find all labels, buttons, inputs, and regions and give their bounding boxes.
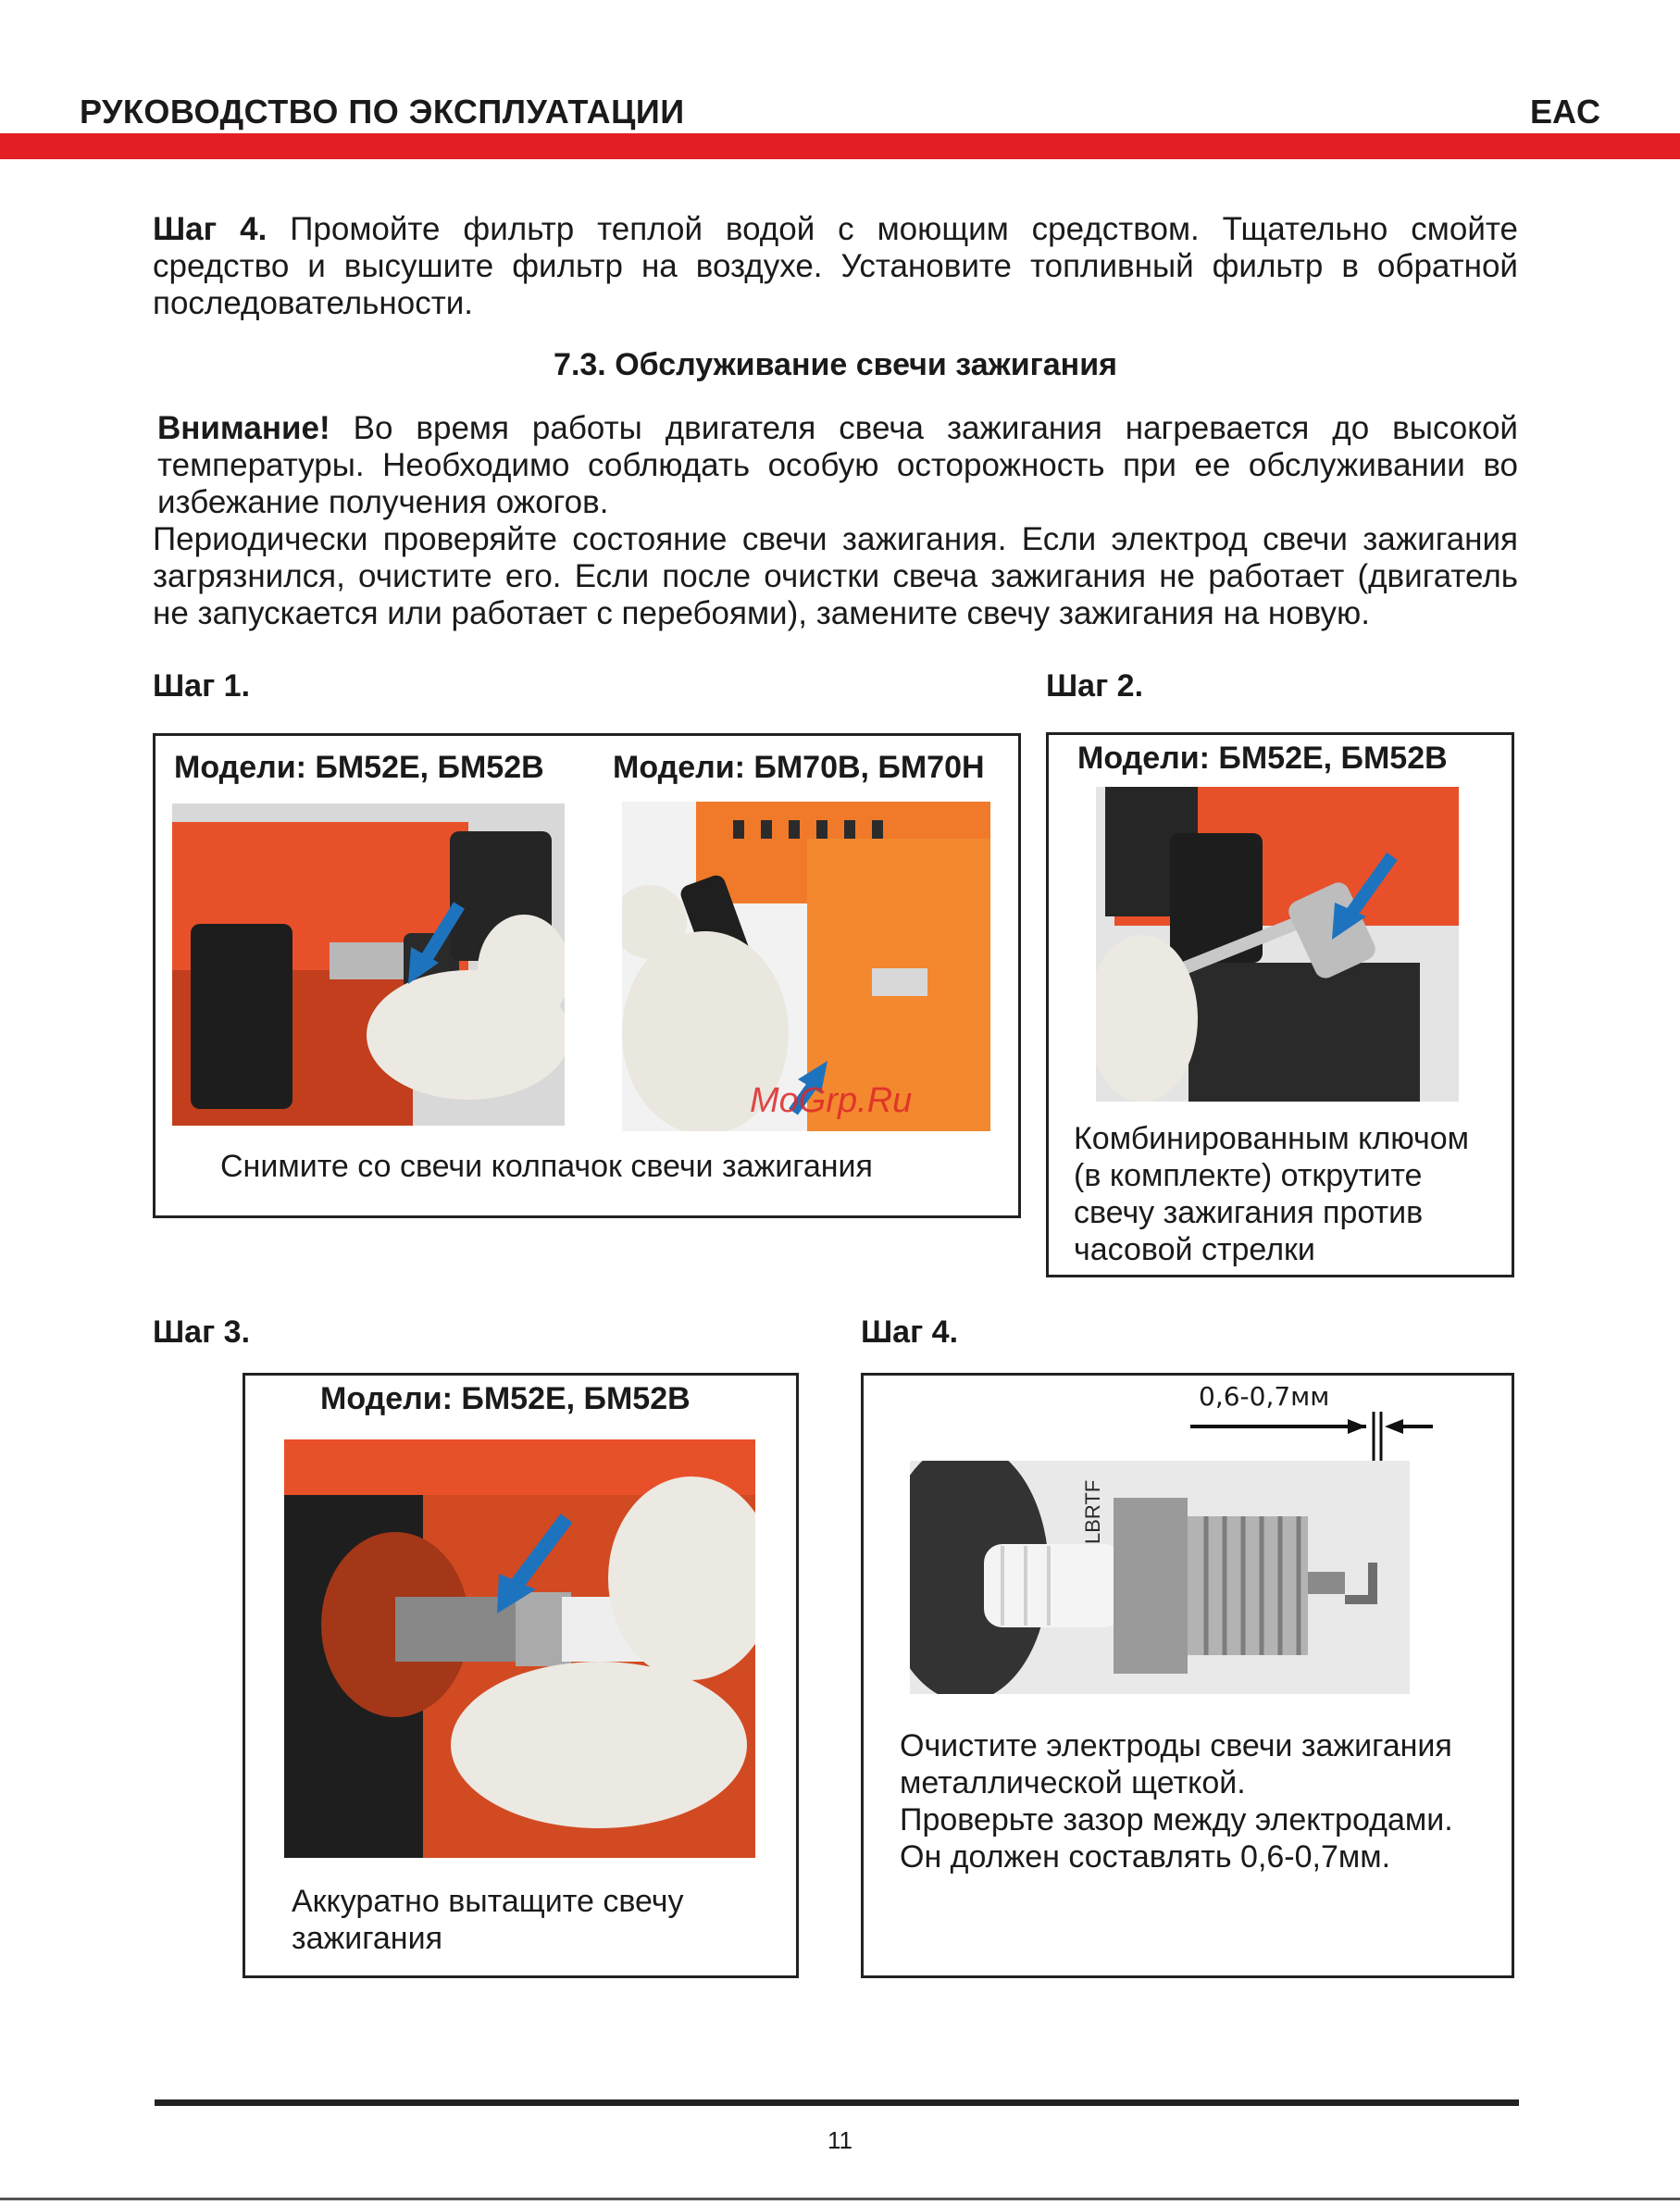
- intro-paragraph: [153, 211, 1518, 322]
- step4-caption-2: Проверьте зазор между электродами. Он должен составлять 0,6-0,7мм.: [900, 1802, 1453, 1875]
- step2-model: Модели: БМ52Е, БМ52В: [1077, 741, 1448, 776]
- step1-caption: Снимите со свечи колпачок свечи зажигания: [220, 1149, 873, 1184]
- watermark-text: MoGrp.Ru: [750, 1081, 913, 1120]
- page-number: 11: [828, 2126, 852, 2154]
- step1-label: Шаг 1.: [153, 668, 251, 704]
- gap-label: 0,6-0,7мм: [1199, 1381, 1330, 1412]
- section-title: 7.3. Обслуживание свечи зажигания: [554, 347, 1117, 382]
- step4-photo: [910, 1461, 1410, 1694]
- warning-label: Внимание!: [157, 410, 330, 446]
- bottom-edge-rule: [0, 2198, 1680, 2200]
- step3-caption: Аккуратно вытащите свечу зажигания: [292, 1884, 684, 1956]
- step3-photo: [284, 1439, 755, 1858]
- eac-mark: EAC: [1529, 93, 1600, 131]
- intro-step-label: Шаг 4.: [153, 211, 268, 247]
- step1-model-right: Модели: БМ70В, БМ70Н: [613, 750, 985, 785]
- maintenance-paragraph: Периодически проверяйте состояние свечи зажигания. Если электрод свечи зажигания загрязнился, очистите его. Если после очистки свеча зажигания не работает (двигатель не запускается или работает с перебоями), замените свечу зажигания на новую.: [153, 521, 1518, 631]
- step3-model: Модели: БМ52Е, БМ52В: [320, 1381, 691, 1416]
- step1-model-left: Модели: БМ52Е, БМ52В: [174, 750, 544, 785]
- step1-photo-left: [172, 804, 565, 1126]
- header-red-band: [0, 133, 1680, 159]
- footer-rule: [155, 2099, 1519, 2106]
- step3-label: Шаг 3.: [153, 1314, 251, 1350]
- step2-photo: [1096, 787, 1459, 1102]
- warning-text: Во время работы двигателя свеча зажигания нагревается до высокой температуры. Необходимо соблюдать особую осторожность при ее обслуживании во избежание получения ожогов.: [157, 410, 1518, 520]
- step4-label: Шаг 4.: [861, 1314, 959, 1350]
- warning-paragraph: [157, 410, 1518, 521]
- step2-caption: Комбинированным ключом (в комплекте) открутите свечу зажигания против часовой стрелки: [1074, 1121, 1470, 1267]
- intro-text: Промойте фильтр теплой водой с моющим средством. Тщательно смойте средство и высушите фильтр на воздухе. Установите топливный фильтр в обратной последовательности.: [153, 211, 1518, 321]
- step2-label: Шаг 2.: [1046, 668, 1144, 704]
- document-header-title: РУКОВОДСТВО ПО ЭКСПЛУАТАЦИИ: [80, 93, 685, 131]
- plug-marking: LBRTF: [1081, 1479, 1104, 1544]
- step4-caption-1: Очистите электроды свечи зажигания металлической щеткой.: [900, 1728, 1452, 1800]
